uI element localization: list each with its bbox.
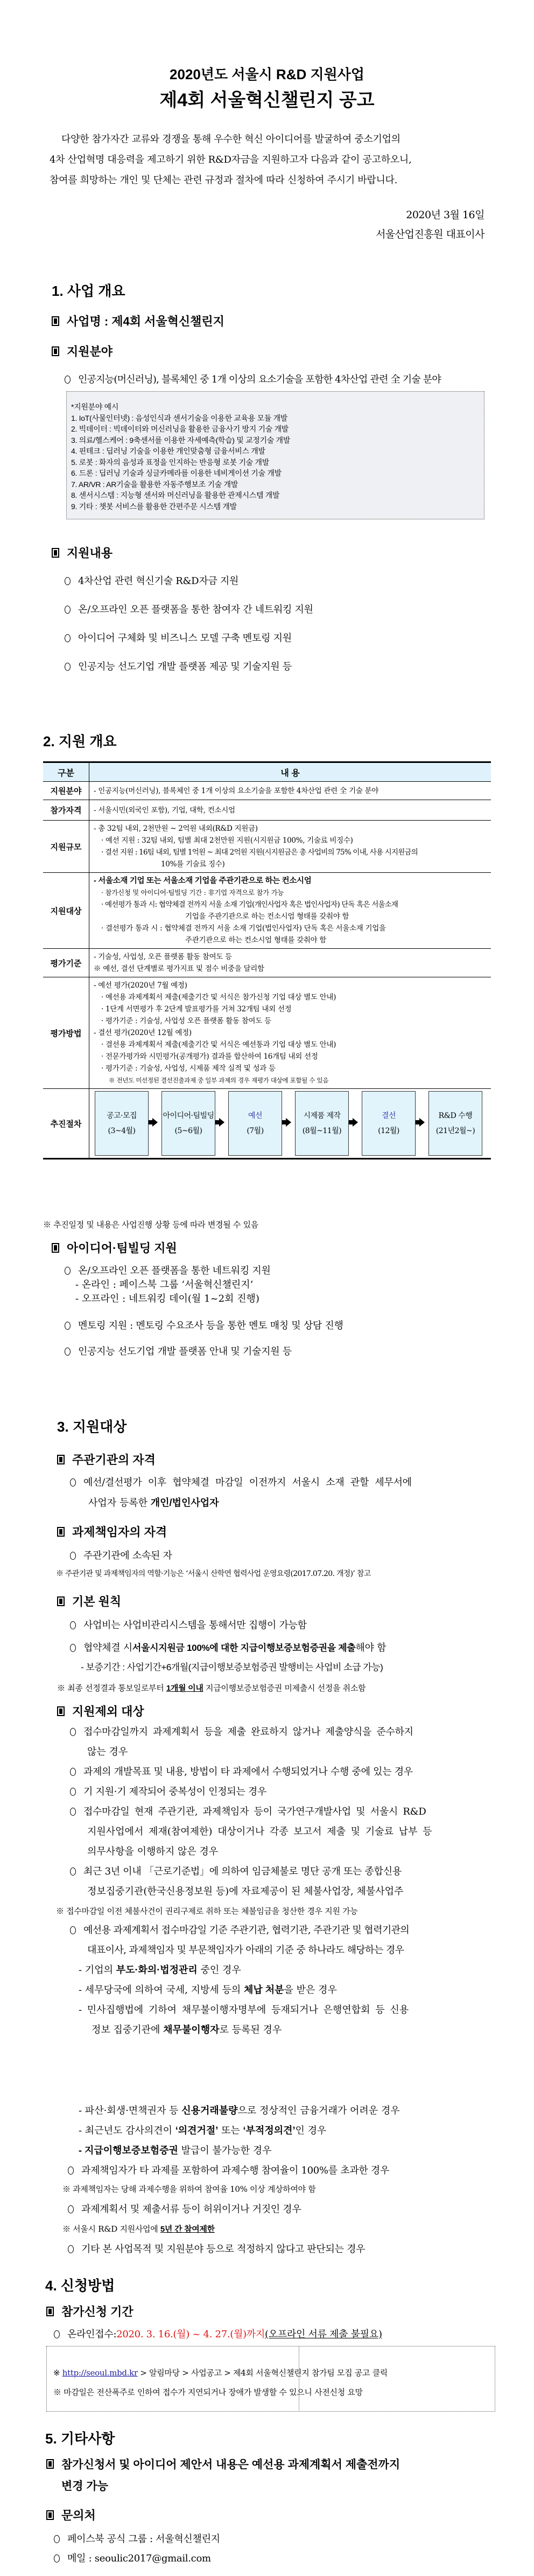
team-bullet [65, 1318, 343, 1332]
content-bullet [65, 602, 313, 616]
section1-title: 1. 사업 개요 [52, 283, 125, 299]
circle-bullet-icon [65, 577, 71, 585]
underlined-text: 5년 간 참여제한 [160, 2225, 215, 2234]
row-label: 지원규모 [43, 821, 89, 873]
host-heading [57, 1451, 156, 1468]
example-item: 3. 의료/헬스케어 : 9축센서를 이용한 자세예측(학습) 및 교정기술 개발 [71, 435, 291, 445]
section3-title: 3. 지원대상 [57, 1419, 127, 1435]
deadline-text: 2020. 3. 16.(월) ~ 4. 27.(월)까지 [116, 2329, 265, 2340]
step-name: 결선 [381, 1112, 396, 1120]
bold-text: ‘의견거절’ [175, 2125, 219, 2136]
exclusion-detail [79, 2143, 272, 2157]
circle-bullet-icon [70, 1644, 76, 1652]
basic-bullet [70, 1617, 307, 1631]
issuer: 서울산업진흥원 대표이사 [376, 228, 484, 240]
section2-title: 2. 지원 개요 [43, 733, 117, 749]
host-bullet [70, 1475, 412, 1489]
bullet-text: 과제계획서 및 제출서류 등이 허위이거나 거짓인 경우 [81, 2204, 301, 2215]
row-label: 평가기준 [43, 949, 89, 977]
table-row [43, 977, 491, 1089]
text: 사업자 등록한 [88, 1497, 151, 1509]
bullet-text: 접수마감일까지 과제계획서 등을 제출 완료하지 않거나 제출양식을 준수하지 [83, 1726, 413, 1738]
row-line: · 결선 지원 : 16팀 내외, 팀별 1억원 ~ 최대 2억원 지원(시지원금은 총 사업비의 75% 이내, 사용 시지원금의 [101, 848, 418, 857]
row-content [89, 873, 491, 949]
bullet-text: 최근 3년 이내 「근로기준법」에 의하여 임금체불로 명단 공개 또는 종합신용 [83, 1866, 402, 1877]
bold-text: 체납 처분 [243, 1984, 284, 1995]
square-bullet-icon [57, 1596, 65, 1606]
row-line: - 서울소재 기업 또는 서울소재 기업을 주관기관으로 하는 컨소시엄 [94, 877, 312, 885]
text: - 기업의 [79, 1964, 116, 1976]
circle-bullet-icon [65, 1348, 71, 1356]
exclusion-detail [79, 2123, 326, 2137]
basic-bullet [70, 1640, 386, 1654]
circle-bullet-icon [70, 1552, 76, 1560]
bold-text: 개인/법인사업자 [150, 1497, 219, 1508]
row-label: 추진절차 [43, 1089, 89, 1159]
row-content [89, 782, 491, 800]
arrow-right-icon [149, 1118, 161, 1129]
exclusion-bullet [70, 1804, 426, 1818]
bullet-continuation: 대표이사, 과제책임자 및 부문책임자가 아래의 기준 중 하나라도 해당하는 경우 [87, 1945, 404, 1956]
field-bullet [65, 372, 441, 386]
row-line: · 결선용 과제계획서 제출(제출기간 및 서식은 예선통과 기업 대상 별도 안내) [101, 1040, 336, 1049]
example-item: 4. 핀테크 : 딥러닝 기술을 이용한 개인맞춤형 금융서비스 개발 [71, 447, 265, 455]
circle-bullet-icon [70, 1478, 76, 1487]
example-item: 2. 빅데이터 : 빅데이터와 머신러닝을 활용한 금융사기 방지 기술 개발 [71, 425, 289, 433]
underlined-text: (오프라인 서류 제출 불필요) [264, 2329, 382, 2340]
text: 발급이 불가능한 경우 [178, 2145, 272, 2156]
bullet-continuation: 지원사업에서 제재(참여제한) 대상이거나 각종 보고서 제출 및 기술료 납부 등 [87, 1826, 432, 1837]
exclusion-bullet [70, 1724, 413, 1738]
bold-text: 서울시지원금 100%에 대한 지급이행보증보험증권을 제출 [132, 1643, 356, 1653]
square-bullet-icon [46, 2307, 54, 2316]
step-name: 예선 [248, 1112, 263, 1120]
content-bullet [65, 659, 292, 673]
circle-bullet-icon [54, 2554, 60, 2563]
square-bullet-icon [52, 346, 59, 356]
example-item: 1. IoT(사물인터넷) : 음성인식과 센서기술을 이용한 교육용 모듈 개발 [71, 413, 288, 422]
bullet-text: 인공지능 선도기업 개발 플랫폼 안내 및 기술지원 등 [78, 1346, 292, 1357]
row-label: 지원대상 [43, 873, 89, 949]
circle-bullet-icon [54, 2330, 60, 2338]
note-mark: ※ [53, 2368, 62, 2378]
page-title: 제4회 서울혁신챌린지 공고 [159, 90, 375, 110]
circle-bullet-icon [68, 2205, 74, 2213]
bullet-text: 멘토링 지원 : 멘토링 수요조사 등을 통한 멘토 매칭 및 상담 진행 [78, 1320, 343, 1331]
bullet-continuation: 의무사항을 이행하지 않은 경우 [87, 1846, 219, 1857]
heading-text: 기본 원칙 [72, 1595, 122, 1608]
team-sub: - 오프라인 : 네트워킹 데이(월 1~2회 진행) [75, 1293, 259, 1304]
exclusion-detail [79, 2103, 400, 2117]
step-name: 공고·모집 [106, 1112, 137, 1120]
bullet-text: 과제책임자가 타 과제를 포함하여 과제수행 참여율이 100%를 초과한 경우 [81, 2165, 390, 2176]
bullet-text: 주관기관에 소속된 자 [83, 1550, 172, 1561]
bullet-text: 과제의 개발목표 및 내용, 방법이 타 과제에서 수행되었거나 수행 중에 있는 경우 [83, 1766, 413, 1777]
text: 정보 집중기관에 [92, 2024, 164, 2036]
table-header-row [43, 762, 491, 782]
row-line: · 결선평가 통과 시 : 협약체결 전까지 서울 소재 기업(법인사업자) 단독 혹은 서울소재 기업을 [101, 924, 386, 933]
row-line: · 1단계 서면평가 후 2단계 발표평가를 거쳐 32개팀 내외 선정 [101, 1005, 292, 1013]
exclusion-bullet [70, 1922, 409, 1936]
basic-sub: - 보증기간 : 사업기간+6개월(지급이행보증보험증권 발행비는 사업비 소급 가능) [81, 1662, 383, 1672]
exclusion-heading [57, 1703, 144, 1719]
step-period: (7월) [247, 1127, 264, 1135]
circle-bullet-icon [65, 1322, 71, 1330]
pi-note: ※ 주관기관 및 과제책임자의 역할·기능은 ‘서울시 산학연 협력사업 운영요령(2017.07.20. 개정)’ 참고 [56, 1570, 371, 1578]
contact-heading [46, 2506, 96, 2523]
project-name: 사업명 : 제4회 서울혁신챌린지 [67, 315, 224, 328]
schedule-footnote: ※ 추진일정 및 내용은 사업진행 상황 등에 따라 변경될 수 있음 [43, 1220, 258, 1230]
row-line: · 전문가평가와 시민평가(공개평가) 결과를 합산하여 16개팀 내외 선정 [101, 1052, 318, 1061]
row-line: · 평가기준 : 기술성, 사업성, 시제품 제작 실적 및 성과 등 [101, 1064, 276, 1073]
step-period: (12월) [378, 1127, 399, 1135]
circle-bullet-icon [68, 2167, 74, 2175]
row-line: · 예선평가 통과 시: 협약체결 전까지 서울 소재 기업(개인사업자 혹은 법인사업자) 단독 혹은 서울소재 [101, 900, 398, 909]
example-item: 6. 드론 : 딥러닝 기술과 싱글카메라를 이용한 네비게이션 기술 개발 [71, 469, 282, 477]
circle-bullet-icon [70, 1621, 76, 1629]
square-bullet-icon [46, 2510, 54, 2520]
text: 인 경우 [295, 2125, 327, 2136]
bullet-text: 기타 본 사업목적 및 지원분야 등으로 적정하지 않다고 판단되는 경우 [81, 2244, 366, 2255]
section5-title: 5. 기타사항 [45, 2431, 115, 2447]
text: 지급이행보증보험증권 미제출시 선정을 취소함 [203, 1683, 366, 1693]
bullet-text: 접수마감일 현재 주관기관, 과제책임자 등이 국가연구개발사업 및 서울시 R&D [83, 1806, 426, 1817]
heading-text: 지원제외 대상 [72, 1705, 144, 1718]
circle-bullet-icon [65, 606, 71, 614]
exclusion-detail [79, 1982, 337, 1996]
text: 으로 정상적인 금융거래가 어려운 경우 [237, 2105, 400, 2116]
intro-line: 다양한 참가자간 교류와 경쟁을 통해 우수한 혁신 아이디어를 발굴하여 중소기업의 [61, 134, 400, 145]
basic-note [57, 1682, 366, 1693]
step-period: (8월~11월) [302, 1127, 342, 1135]
bullet-text: 페이스북 공식 그룹 : 서울혁신챌린지 [67, 2533, 220, 2545]
project-name-heading [52, 313, 224, 329]
text: - 세무당국에 의하여 국세, 지방세 등의 [79, 1984, 244, 1996]
heading-text: 지원분야 [67, 345, 113, 358]
flow-step [228, 1091, 282, 1156]
text: 협약체결 시 [83, 1642, 132, 1654]
arrow-right-icon [349, 1118, 362, 1129]
exclusion-note: ※ 접수마감일 이전 체불사건이 권리구제로 취하 또는 체불임금을 청산한 경우 지원 가능 [56, 1906, 358, 1916]
circle-bullet-icon [70, 1768, 76, 1776]
row-content [89, 949, 491, 977]
heading-text: 참가신청서 및 아이디어 제안서 내용은 예선용 과제계획서 제출전까지 [61, 2459, 400, 2471]
exclusion-note [62, 2223, 215, 2234]
square-bullet-icon [57, 1527, 65, 1537]
example-item: 7. AR/VR : AR기술을 활용한 자동주행보조 기술 개발 [71, 480, 238, 489]
row-line: 기업을 주관기관으로 하는 컨소시엄 형태를 갖춰야 함 [185, 912, 349, 921]
flow-step [428, 1091, 482, 1156]
field-examples-box [66, 391, 484, 519]
row-line: - 서울시민(외국인 포함), 기업, 대학, 컨소시엄 [94, 806, 235, 815]
row-line: - 기술성, 사업성, 오픈 플랫폼 활동 참여도 등 [94, 953, 232, 961]
flow-step [161, 1091, 215, 1156]
online-application [54, 2327, 382, 2341]
col-header-category: 구분 [43, 762, 89, 782]
example-item: 5. 로봇 : 화자의 음성과 표정을 인지하는 반응형 로봇 기술 개발 [71, 457, 269, 467]
square-bullet-icon [52, 1243, 59, 1253]
bullet-text: 사업비는 사업비관리시스템을 통해서만 집행이 가능함 [83, 1620, 307, 1631]
text: ※ 서울시 R&D 지원사업에 [62, 2224, 160, 2234]
basic-heading [57, 1593, 121, 1609]
exclusion-bullet [68, 2163, 389, 2177]
heading-text: 문의처 [61, 2509, 96, 2522]
intro-paragraph [50, 129, 486, 191]
row-line: · 참가신청 및 아이디어·팀빌딩 기간 : 非기업 자격으로 참가 가능 [101, 888, 284, 897]
circle-bullet-icon [70, 1926, 76, 1934]
bullet-text: 아이디어 구체화 및 비즈니스 모델 구축 멘토링 지원 [78, 633, 292, 644]
row-line: - 총 32팀 내외, 2천만원 ~ 2억원 내외(R&D 지원금) [94, 824, 258, 833]
row-label: 지원분야 [43, 782, 89, 800]
exclusion-bullet [68, 2241, 365, 2255]
notes-line [53, 2367, 388, 2378]
row-line: 10%를 기술료 징수) [161, 860, 225, 869]
bullet-continuation: 않는 경우 [87, 1746, 128, 1758]
pi-bullet [70, 1548, 172, 1562]
heading-text: 아이디어·팀빌딩 지원 [67, 1241, 177, 1255]
team-heading [52, 1239, 177, 1256]
row-line: · 예선 지원 : 32팀 내외, 팀별 최대 2천만원 지원(시지원금 100%, 기술료 비징수) [101, 836, 353, 845]
example-item: 8. 센서시스템 : 지능형 센서와 머신러닝을 활용한 관제시스템 개발 [71, 491, 280, 499]
flow-step [95, 1091, 149, 1156]
notice-heading [46, 2456, 400, 2472]
step-period: (3~4월) [108, 1127, 136, 1135]
text: 또는 [218, 2125, 243, 2136]
application-notes [46, 2346, 495, 2412]
row-line: · 평가기준 : 기술성, 사업성 오픈 플랫폼 활동 참여도 등 [101, 1017, 271, 1025]
bullet-text: 온/오프라인 오픈 플랫폼을 통한 네트워킹 지원 [78, 1265, 271, 1276]
row-line: - 예선 평가(2020년 7월 예정) [94, 981, 187, 990]
exclusion-bullet [70, 1864, 402, 1878]
announcement-date: 2020년 3월 16일 [406, 209, 484, 221]
team-bullet [65, 1344, 292, 1358]
bullet-text: 예선/결선평가 이후 협약체결 마감일 이전까지 서울시 소재 관할 세무서에 [83, 1477, 412, 1488]
row-line: ※ 예선, 결선 단계별로 평가지표 및 점수 비중을 달리함 [94, 964, 264, 973]
square-bullet-icon [52, 316, 59, 326]
text: 중인 경우 [197, 1964, 241, 1976]
email-text[interactable]: 메일 : seoulic2017@gmail.com [67, 2553, 211, 2564]
flow-step [295, 1091, 349, 1156]
step-period: (21년2월~) [435, 1127, 475, 1135]
host-line2 [88, 1495, 219, 1509]
heading-text: 과제책임자의 자격 [72, 1525, 167, 1539]
flow-step [362, 1091, 416, 1156]
bullet-text: 온/오프라인 오픈 플랫폼을 통한 참여자 간 네트워킹 지원 [78, 604, 313, 615]
pi-heading [57, 1523, 167, 1540]
circle-bullet-icon [65, 1267, 71, 1275]
text: 로 등록된 경우 [219, 2024, 282, 2036]
content-bullet [65, 630, 292, 644]
title-line1: 2020년도 서울시 R&D 지원사업 [170, 66, 364, 82]
team-bullet [65, 1263, 271, 1277]
text: - 파산·회생·면책권자 등 [79, 2105, 182, 2116]
arrow-right-icon [215, 1118, 228, 1129]
bold-text: 채무불이행자 [163, 2024, 220, 2035]
bullet-text: 인공지능(머신러닝), 블록체인 중 1개 이상의 요소기술을 포함한 4차산업 관련 全 기술 분야 [78, 374, 441, 385]
circle-bullet-icon [70, 1788, 76, 1796]
table-row [43, 873, 491, 949]
step-name: 아이디어·팀빌딩 [163, 1112, 214, 1120]
text: 해야 함 [355, 1642, 387, 1654]
heading-text: 주관기관의 자격 [72, 1453, 156, 1467]
bullet-text: 예선용 과제계획서 접수마감일 기준 주관기관, 협력기관, 주관기관 및 협력기관의 [83, 1925, 410, 1936]
row-line: ※ 전년도 미선정된 결선진출과제 중 일부 과제의 경우 재평가 대상에 포함될 수 있음 [109, 1077, 329, 1084]
row-content [89, 800, 491, 821]
square-bullet-icon [57, 1455, 65, 1464]
intro-line: 참여를 희망하는 개인 및 단체는 관련 규정과 절차에 따라 신청하여 주시기 바랍니다. [50, 175, 398, 186]
row-line: - 인공지능(머신러닝), 블록체인 중 1개 이상의 요소기술을 포함한 4차산업 관련 全 기술 분야 [94, 786, 379, 795]
bullet-text: 기 지원·기 제작되어 중복성이 인정되는 경우 [83, 1786, 267, 1797]
row-content [89, 821, 491, 873]
circle-bullet-icon [65, 634, 71, 642]
section4-title: 4. 신청방법 [45, 2278, 115, 2294]
bold-text: - 지급이행보증보험증권 [79, 2145, 178, 2156]
table-row [43, 800, 491, 821]
seoul-mbd-link[interactable]: http://seoul.mbd.kr [62, 2368, 138, 2378]
exclusion-detail: - 민사집행법에 기하여 채무불이행자명부에 등재되거나 은행연합회 등 신용 [79, 2004, 409, 2016]
circle-bullet-icon [70, 1867, 76, 1876]
heading-text: 지원내용 [67, 546, 113, 560]
text: > 알림마당 > 사업공고 > 제4회 서울혁신챌린지 참가팀 모집 공고 클릭 [137, 2368, 388, 2378]
step-name: R&D 수행 [438, 1112, 473, 1120]
table-row [43, 782, 491, 800]
notes-line: ※ 마감일은 전산폭주로 인하여 접수가 지연되거나 장애가 발생할 수 있으니 사전신청 요망 [53, 2387, 363, 2397]
exclusion-detail-continuation [92, 2022, 282, 2036]
notice-heading-continuation: 변경 가능 [61, 2480, 108, 2492]
exclusion-bullet [68, 2202, 301, 2216]
col-header-content: 내 용 [89, 762, 491, 782]
square-bullet-icon [46, 2459, 54, 2469]
content-heading [52, 544, 113, 561]
contact-facebook [54, 2531, 220, 2545]
text: 온라인접수: [67, 2329, 117, 2340]
bullet-text: 4차산업 관련 혁신기술 R&D자금 지원 [78, 575, 239, 587]
exclusion-detail [79, 1962, 241, 1976]
square-bullet-icon [57, 1706, 65, 1716]
team-sub: - 온라인 : 페이스북 그룹 ‘서울혁신챌린지’ [75, 1279, 254, 1290]
arrow-right-icon [282, 1118, 295, 1129]
field-heading [52, 343, 113, 359]
process-flow [89, 1089, 491, 1159]
text: - 최근년도 감사의견이 [79, 2125, 175, 2136]
heading-text: 참가신청 기간 [61, 2305, 134, 2318]
circle-bullet-icon [68, 2245, 74, 2253]
exclusion-bullet [70, 1764, 413, 1778]
bullet-continuation: 정보집중기관(한국신용정보원 등)에 자료제공이 된 체불사업장, 체불사업주 [87, 1886, 404, 1897]
table-row [43, 949, 491, 977]
exclusion-note: ※ 과제책임자는 당해 과제수행을 위하여 참여율 10% 이상 계상하여야 함 [62, 2184, 316, 2194]
bold-text: 부도·화의·법정관리 [116, 1964, 198, 1975]
row-line: · 예선용 과제계획서 제출(제출기간 및 서식은 참가신청 기업 대상 별도 안내) [101, 993, 336, 1002]
intro-line: 4차 산업혁명 대응력을 제고하기 위한 R&D자금을 지원하고자 다음과 같이 공고하오니, [50, 154, 412, 165]
period-heading [46, 2303, 134, 2320]
example-item: 9. 기타 : 챗봇 서비스를 활용한 간편주문 시스템 개발 [71, 502, 237, 511]
contact-email[interactable] [54, 2551, 211, 2565]
table-row [43, 1089, 491, 1159]
exclusion-bullet [70, 1784, 266, 1798]
table-row [43, 821, 491, 873]
row-label: 평가방법 [43, 977, 89, 1089]
step-name: 시제품 제작 [303, 1112, 341, 1120]
text: 을 받은 경우 [284, 1984, 337, 1996]
square-bullet-icon [52, 548, 59, 558]
circle-bullet-icon [70, 1808, 76, 1816]
circle-bullet-icon [65, 376, 71, 384]
row-line: 주관기관으로 하는 컨소시엄 형태를 갖춰야 함 [185, 936, 327, 945]
bold-text: 신용거래불량 [181, 2105, 238, 2116]
step-period: (5~6월) [174, 1127, 202, 1135]
row-content [89, 977, 491, 1089]
circle-bullet-icon [54, 2535, 60, 2543]
content-bullet [65, 573, 238, 587]
circle-bullet-icon [65, 663, 71, 671]
bold-text: ‘부적정의견’ [243, 2125, 296, 2136]
arrow-right-icon [416, 1118, 428, 1129]
bullet-text: 인공지능 선도기업 개발 플랫폼 제공 및 기술지원 등 [78, 661, 292, 672]
row-line: - 결선 평가(2020년 12월 예정) [94, 1029, 192, 1037]
circle-bullet-icon [70, 1728, 76, 1736]
overview-table [43, 761, 491, 1159]
row-label: 참가자격 [43, 800, 89, 821]
underlined-text: 1개월 이내 [166, 1684, 203, 1693]
examples-title: *지원분야 예시 [71, 402, 119, 411]
text: ※ 최종 선정결과 통보일로부터 [57, 1683, 166, 1693]
